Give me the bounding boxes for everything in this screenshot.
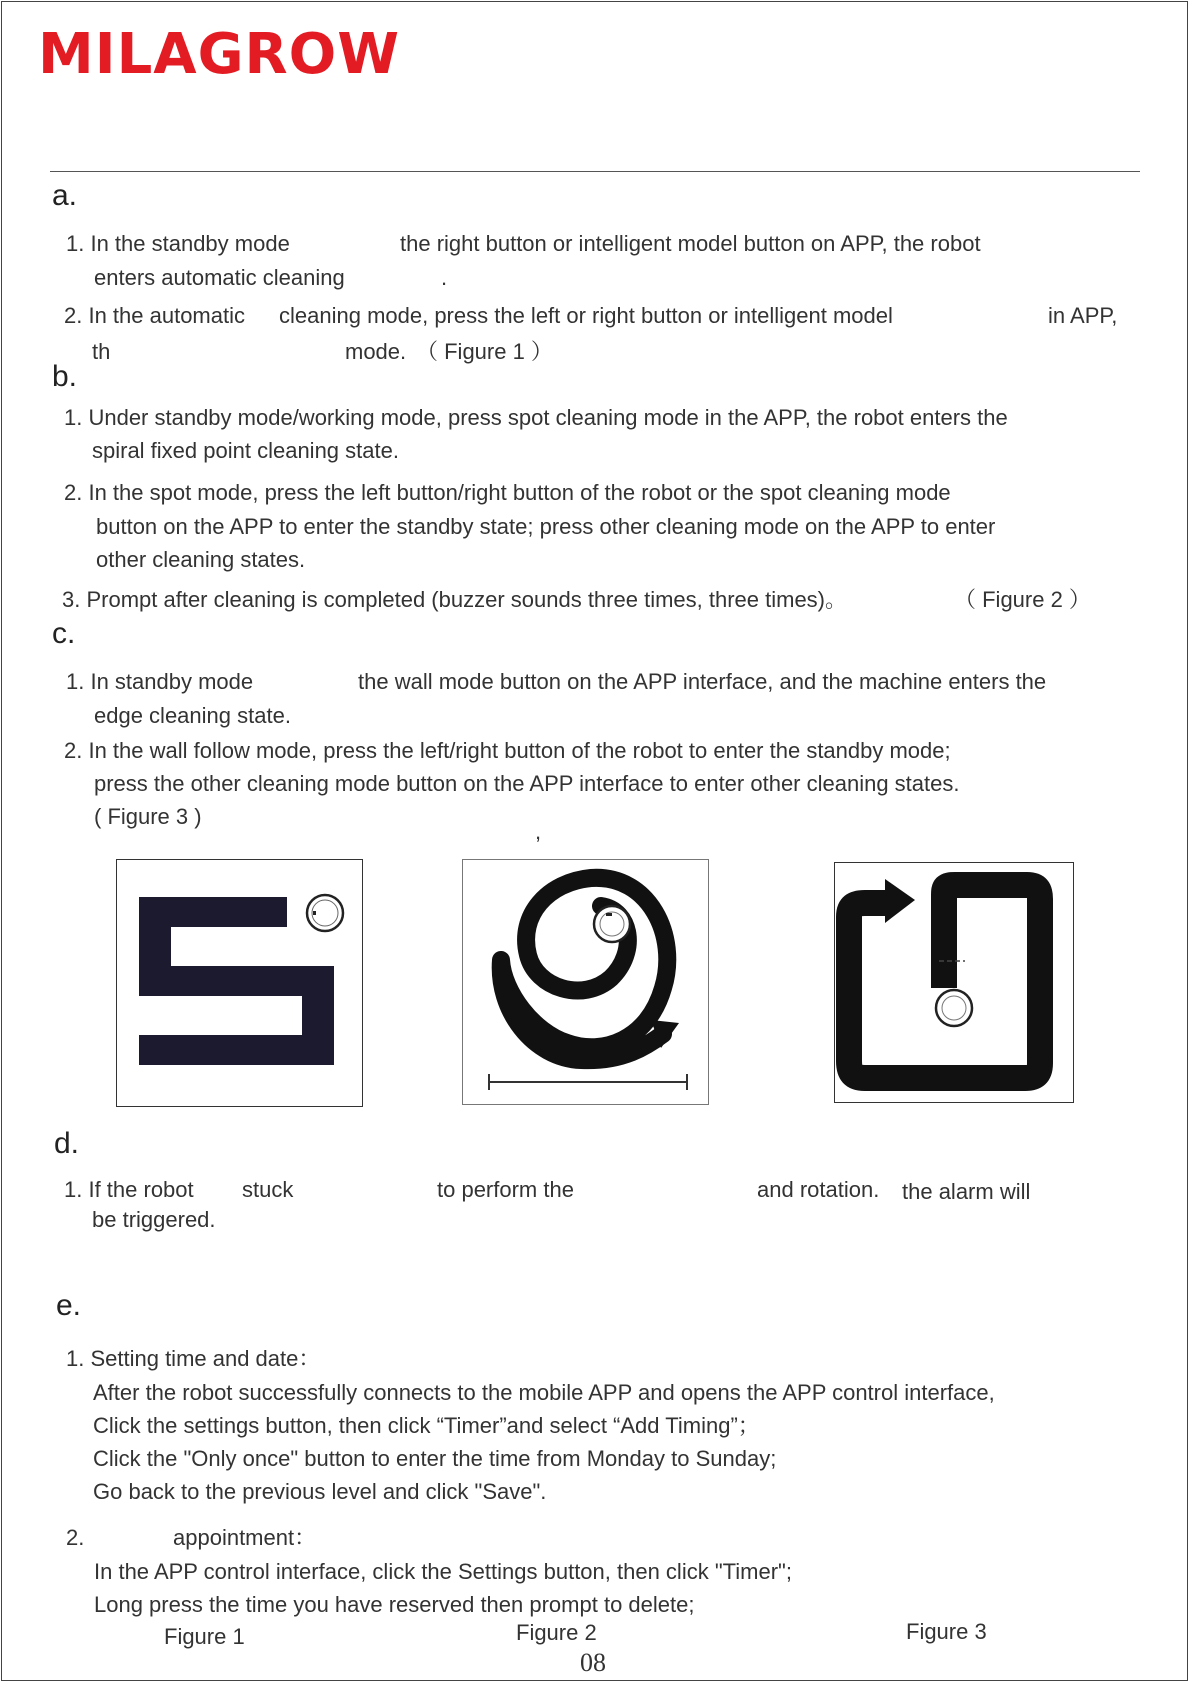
e1-line-2: After the robot successfully connects to the mobile APP and opens the APP control interface,: [93, 1380, 995, 1405]
d1-text-1: 1. If the robot: [64, 1177, 194, 1202]
c2-line-3: ( Figure 3 ): [94, 804, 202, 829]
c2-mark: ,: [535, 819, 542, 844]
figure-1-zigzag: [116, 859, 363, 1107]
figure-3-caption: Figure 3: [906, 1619, 987, 1644]
figure-2-caption: Figure 2: [516, 1620, 597, 1645]
section-a-label: a.: [52, 179, 78, 212]
scale-bar: [489, 1074, 687, 1090]
b2-line-2: button on the APP to enter the standby state; press other cleaning mode on the APP to enter: [96, 514, 996, 539]
e2-line-2: Long press the time you have reserved then prompt to delete;: [94, 1592, 695, 1617]
zigzag-path: [139, 897, 334, 1065]
a1-text-4: .: [441, 265, 448, 290]
c1-text-3: edge cleaning state.: [94, 703, 291, 728]
robot-icon: [936, 990, 972, 1026]
e2-line-1: In the APP control interface, click the Settings button, then click "Timer";: [94, 1559, 792, 1584]
d1-text-4: and rotation.: [757, 1177, 880, 1202]
a1-text-1: 1. In the standby mode: [66, 231, 290, 256]
b1-line-2: spiral fixed point cleaning state.: [92, 438, 399, 463]
c1-text-1: 1. In standby mode: [66, 669, 254, 694]
a2-text-6: （ Figure 1 ）: [416, 339, 553, 364]
a2-text-4: th: [92, 339, 111, 364]
a2-text-5: mode.: [345, 339, 407, 364]
robot-icon: [594, 906, 630, 942]
b1-line-1: 1. Under standby mode/working mode, press spot cleaning mode in the APP, the robot enters the: [64, 405, 1008, 430]
e2-title: appointment：: [173, 1525, 317, 1550]
b3-figure-ref: （ Figure 2 ）: [954, 587, 1091, 612]
d1-text-2: stuck: [242, 1177, 294, 1202]
wall-follow-arrow-head: [885, 879, 915, 923]
e1-line-3: Click the settings button, then click “Timer”and select “Add Timing”；: [93, 1413, 760, 1438]
figure-1-caption: Figure 1: [164, 1624, 245, 1649]
b2-line-3: other cleaning states.: [96, 547, 306, 572]
section-c-label: c.: [52, 617, 76, 650]
c2-line-2: press the other cleaning mode button on the APP interface to enter other cleaning states.: [94, 771, 960, 796]
header-divider: [50, 171, 1140, 172]
e1-line-4: Click the "Only once" button to enter the time from Monday to Sunday;: [93, 1446, 777, 1471]
section-e-label: e.: [56, 1289, 82, 1322]
a2-text-3: in APP,: [1048, 303, 1118, 328]
b2-line-1: 2. In the spot mode, press the left button/right button of the robot or the spot cleaning mode: [64, 480, 951, 505]
d1-text-3: to perform the: [437, 1177, 574, 1202]
section-d-label: d.: [54, 1127, 80, 1160]
d1-text-6: be triggered.: [92, 1207, 216, 1232]
page-number: 08: [580, 1648, 606, 1677]
robot-icon: [307, 895, 343, 931]
figure-2-spiral: [462, 859, 709, 1105]
wall-follow-path: [849, 885, 1040, 1078]
a2-text-2: cleaning mode, press the left or right button or intelligent model: [279, 303, 893, 328]
figure-3-wall-follow: [834, 862, 1074, 1103]
d1-text-5: the alarm will: [902, 1179, 1031, 1204]
e1-line-1: 1. Setting time and date：: [66, 1346, 321, 1371]
e1-line-5: Go back to the previous level and click "Save".: [93, 1479, 547, 1504]
a2-text-1: 2. In the automatic: [64, 303, 245, 328]
a1-text-2: the right button or intelligent model button on APP, the robot: [400, 231, 981, 256]
brand-logo: MILAGROW: [38, 22, 401, 87]
c1-text-2: the wall mode button on the APP interface, and the machine enters the: [358, 669, 1047, 694]
c2-line-1: 2. In the wall follow mode, press the left/right button of the robot to enter the standby mode;: [64, 738, 951, 763]
e2-number: 2.: [66, 1525, 85, 1550]
a1-text-3: enters automatic cleaning: [94, 265, 345, 290]
section-b-label: b.: [52, 360, 78, 393]
b3-line-1: 3. Prompt after cleaning is completed (buzzer sounds three times, three times)。: [62, 587, 848, 612]
spiral-path: [501, 878, 668, 1060]
